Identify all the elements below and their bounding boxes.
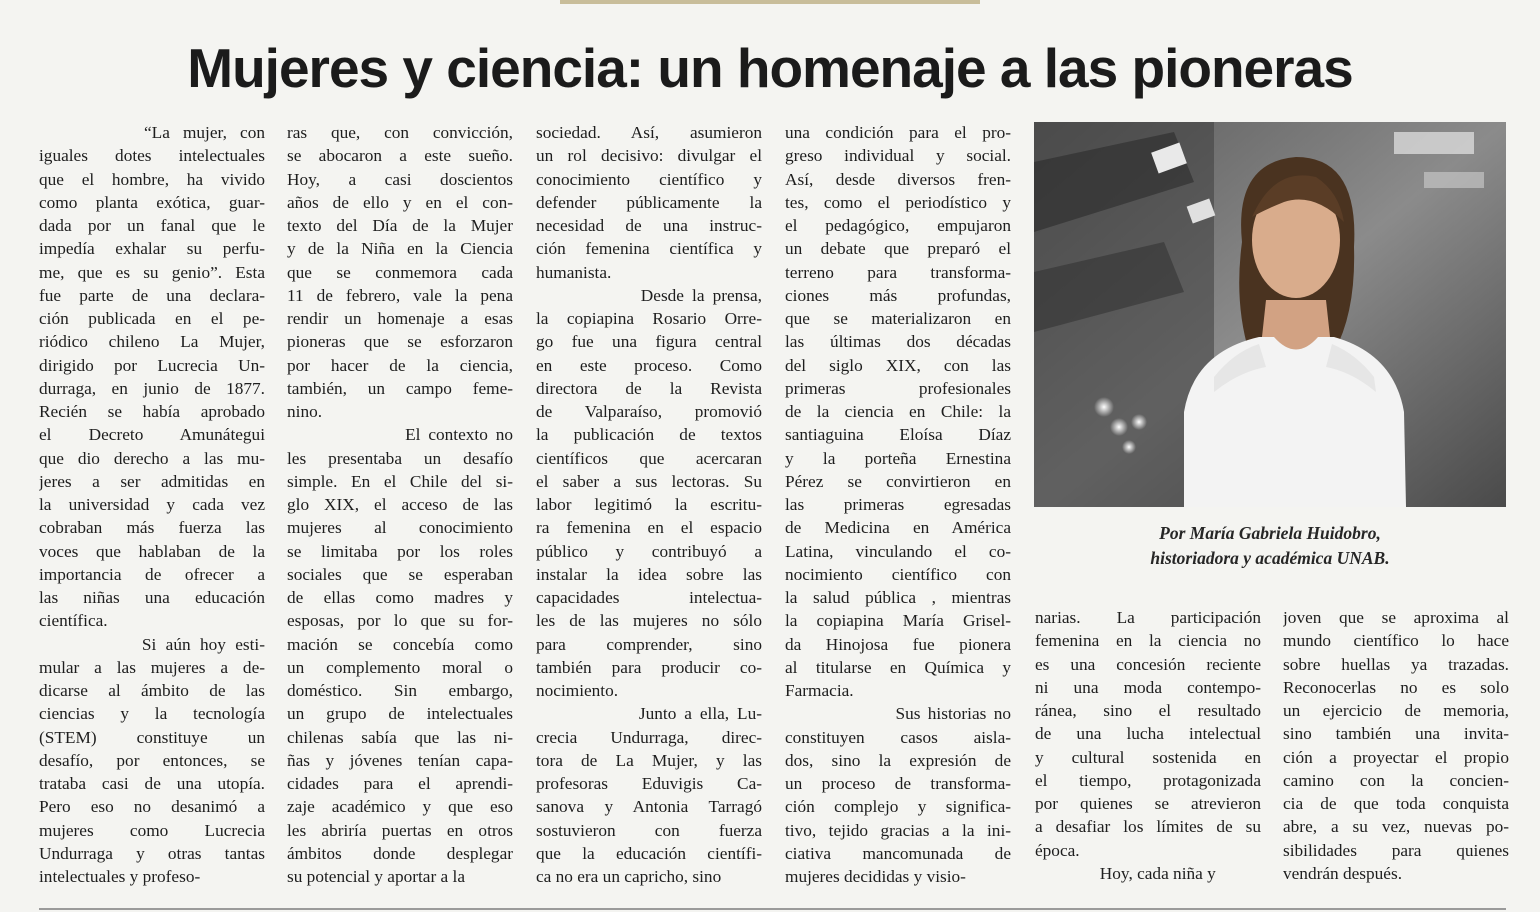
text-line: iguales dotes intelectuales [39,146,265,166]
text-line: la copiapina Rosario Orre- [536,309,762,328]
text-line: mular a las mujeres a de- [39,657,265,677]
text-line: El contexto no [287,425,513,445]
article-column-2 [287,121,513,888]
text-line: las últimas dos décadas [785,332,1011,352]
text-line: la publicación de textos [536,425,762,445]
text-line: se limitaba por los roles [287,541,513,561]
text-line: impedía exhalar su perfu- [39,239,265,259]
text-line: ciencias y la tecnología [39,704,265,724]
text-line: ciativa mancomunada de [785,843,1011,863]
text-line: 11 de febrero, vale la pena [287,285,513,305]
text-line: Farmacia. [785,681,854,700]
text-line: ción publicada en el pe- [39,309,265,328]
text-line: época. [1035,840,1080,860]
text-line: santiaguina Eloísa Díaz [785,425,1011,445]
top-accent-bar [560,0,980,4]
article-headline: Mujeres y ciencia: un homenaje a las pioneras [187,37,1353,99]
text-line: años de ello y en el con- [287,192,513,212]
text-line: les de las mujeres no sólo [536,611,762,631]
text-line: capacidades intelectua- [536,588,762,607]
text-line: desafío, por entonces, se [39,750,265,770]
text-line: femenina en la ciencia no [1035,631,1261,651]
text-line: y de la Niña en la Ciencia [287,239,513,259]
text-line: sibilidades para quienes [1283,840,1509,860]
text-line: por hacer de la ciencia, [287,355,513,375]
text-line: y la porteña Ernestina [785,448,1011,468]
text-line: ca no era un capricho, sino [536,867,722,886]
text-line: dada por un fanal que le [39,216,265,235]
text-line: mación se concebía como [287,634,513,654]
text-line: trataba casi de una utopía. [39,774,265,793]
article-column-6 [1283,606,1509,885]
text-line: dirigido por Lucrecia Un- [39,355,265,375]
text-line: riódico chileno La Mujer, [39,332,265,352]
text-line: Reconocerlas no es solo [1283,677,1509,697]
text-line: el saber a sus lectoras. Su [536,471,762,491]
text-line: crecia Undurraga, direc- [536,727,762,747]
text-line: sino también una invita- [1283,724,1509,744]
text-line: un grupo de intelectuales [287,704,513,724]
text-line: labor legitimó la escritu- [536,495,762,514]
text-line: conocimiento científico y [536,169,762,189]
text-line: da Hinojosa fue pionera [785,634,1011,654]
text-line: profesoras Eduvigis Ca- [536,774,762,793]
text-line: del siglo XIX, con las [785,355,1011,375]
text-line: Recién se había aprobado [39,402,265,421]
caption-author: Por María Gabriela Huidobro, [1159,523,1381,543]
text-line: la copiapina María Grisel- [785,611,1011,631]
text-line: les abriría puertas en otros [287,820,513,840]
text-line: el pedagógico, empujaron [785,216,1011,235]
text-line: fue parte de una declara- [39,285,265,305]
text-line: el Decreto Amunátegui [39,425,265,445]
text-line: como planta exótica, guar- [39,192,265,212]
text-line: ción a proyectar el propio [1283,747,1509,767]
text-line: se abocaron a este sueño. [287,146,513,166]
text-line: mujeres al conocimiento [287,518,513,538]
text-line: también para producir co- [536,657,762,677]
text-line: un rol decisivo: divulgar el [536,146,762,166]
text-line: es una concesión reciente [1035,654,1261,674]
text-line: público y contribuyó a [536,541,762,561]
text-line: necesidad de una instruc- [536,216,762,235]
text-line: nocimiento. [536,681,619,700]
text-line: de Medicina en América [785,518,1011,538]
text-line: que se materializaron en [785,309,1011,328]
text-line: ámbitos donde desplegar [287,843,513,863]
text-line: sociales que se esperaban [287,564,513,584]
text-line: dos, sino la expresión de [785,750,1011,770]
text-line: a desafiar los límites de su [1035,817,1261,837]
text-line: Pérez se convirtieron en [785,471,1011,491]
text-line: esposas, por lo que su for- [287,611,513,631]
text-line: sobre huellas ya trazadas. [1283,654,1509,674]
text-line: que la educación científi- [536,843,762,863]
text-line: camino con la concien- [1283,770,1509,790]
caption-role: historiadora y académica UNAB. [1150,548,1390,568]
text-line: y cultural sostenida en [1035,747,1261,767]
text-line: durraga, en junio de 1877. [39,378,265,398]
text-line: jeres a ser admitidas en [39,471,265,491]
text-line: ciones más profundas, [785,285,1011,305]
text-line: Sus historias no [785,704,1011,724]
text-line: defender públicamente la [536,192,762,212]
text-line: que se conmemora cada [287,262,513,282]
text-line: de ellas como madres y [287,588,513,607]
text-line: un proceso de transforma- [785,774,1011,793]
text-line: directora de la Revista [536,378,762,398]
text-line: (STEM) constituye un [39,727,265,747]
text-line: doméstico. Sin embargo, [287,681,513,700]
text-line: Hoy, cada niña y [1035,863,1216,883]
text-line: sociedad. Así, asumieron [536,123,762,142]
text-line: Así, desde diversos fren- [785,169,1011,189]
text-line: de la ciencia en Chile: la [785,402,1011,421]
text-line: tora de La Mujer, y las [536,750,762,770]
text-line: texto del Día de la Mujer [287,216,513,235]
text-line: la universidad y cada vez [39,495,265,514]
text-line: ra femenina en el espacio [536,518,762,538]
text-line: intelectuales y profeso- [39,867,201,886]
text-line: cia de que toda conquista [1283,794,1509,813]
text-line: nino. [287,402,323,421]
text-line: go fue una figura central [536,332,762,352]
text-line: vendrán después. [1283,863,1403,883]
footer-rule [39,908,1506,910]
article-column-4 [785,121,1011,888]
text-line: que el hombre, ha vivido [39,169,265,189]
text-line: abre, a su vez, nuevas po- [1283,817,1509,837]
text-line: Latina, vinculando el co- [785,541,1011,561]
text-line: narias. La participación [1035,608,1261,627]
text-line: zaje académico y que eso [287,797,513,817]
text-line: greso individual y social. [785,146,1011,166]
text-line: importancia de ofrecer a [39,564,265,584]
text-line: un complemento moral o [287,657,513,677]
text-line: de Valparaíso, promovió [536,402,762,421]
text-line: tivo, tejido gracias a la ini- [785,820,1011,840]
text-line: me, que es su genio”. Esta [39,262,265,282]
text-line: les presentaba un desafío [287,448,513,468]
text-line: simple. En el Chile del si- [287,471,513,491]
text-line: mujeres decididas y visio- [785,867,966,886]
text-line: su potencial y aportar a la [287,867,466,886]
text-line: un debate que preparó el [785,239,1011,259]
text-line: tes, como el periodístico y [785,192,1011,212]
text-line: las primeras egresadas [785,495,1011,514]
text-line: un ejercicio de memoria, [1283,701,1509,720]
text-line: mundo científico lo hace [1283,631,1509,651]
portrait-illustration [1034,122,1506,507]
text-line: sostuvieron con fuerza [536,820,762,840]
text-line: de una lucha intelectual [1035,724,1261,744]
text-line: una condición para el pro- [785,123,1011,142]
text-line: también, un campo feme- [287,378,513,398]
text-line: que dio derecho a las mu- [39,448,265,468]
text-line: nocimiento científico con [785,564,1011,584]
text-line: constituyen casos aisla- [785,727,1011,747]
text-line: primeras profesionales [785,378,1011,398]
text-line: ción complejo y significa- [785,797,1011,817]
text-line: dicarse al ámbito de las [39,681,265,700]
text-line: ras que, con convicción, [287,123,513,142]
text-line: las niñas una educación [39,588,265,607]
text-line: Desde la prensa, [536,285,762,305]
text-line: Junto a ella, Lu- [536,704,762,724]
text-line: Si aún hoy esti- [39,634,265,654]
text-line: pioneras que se esforzaron [287,332,513,352]
text-line: mujeres como Lucrecia [39,820,265,840]
text-line: sanova y Antonia Tarragó [536,797,762,817]
text-line: ción femenina científica y [536,239,762,259]
text-line: la salud pública , mientras [785,588,1011,607]
text-line: humanista. [536,262,612,282]
article-column-3 [536,121,762,888]
text-line: ni una moda contempo- [1035,677,1261,697]
text-line: cobraban más fuerza las [39,518,265,538]
photo-caption [1034,521,1506,571]
text-line: científica. [39,611,108,631]
article-column-5 [1035,606,1261,885]
text-line: rendir un homenaje a esas [287,309,513,328]
text-line: para comprender, sino [536,634,762,654]
text-line: joven que se aproxima al [1283,608,1509,627]
text-line: cidades para el aprendi- [287,774,513,793]
text-line: “La mujer, con [39,123,265,142]
text-line: chilenas sabía que las ni- [287,727,513,747]
text-line: científicos que acercaran [536,448,762,468]
text-line: en este proceso. Como [536,355,762,375]
text-line: glo XIX, el acceso de las [287,495,513,514]
text-line: Hoy, a casi doscientos [287,169,513,189]
text-line: terreno para transforma- [785,262,1011,282]
article-column-1 [39,121,265,888]
text-line: Pero eso no desanimó a [39,797,265,817]
text-line: voces que hablaban de la [39,541,265,561]
text-line: al titularse en Química y [785,657,1011,677]
text-line: el tiempo, protagonizada [1035,770,1261,790]
text-line: Undurraga y otras tantas [39,843,265,863]
text-line: ñas y jóvenes tenían capa- [287,750,513,770]
author-portrait-photo [1034,122,1506,507]
text-line: por quienes se atrevieron [1035,794,1261,813]
text-line: instalar la idea sobre las [536,564,762,584]
text-line: ránea, sino el resultado [1035,701,1261,720]
